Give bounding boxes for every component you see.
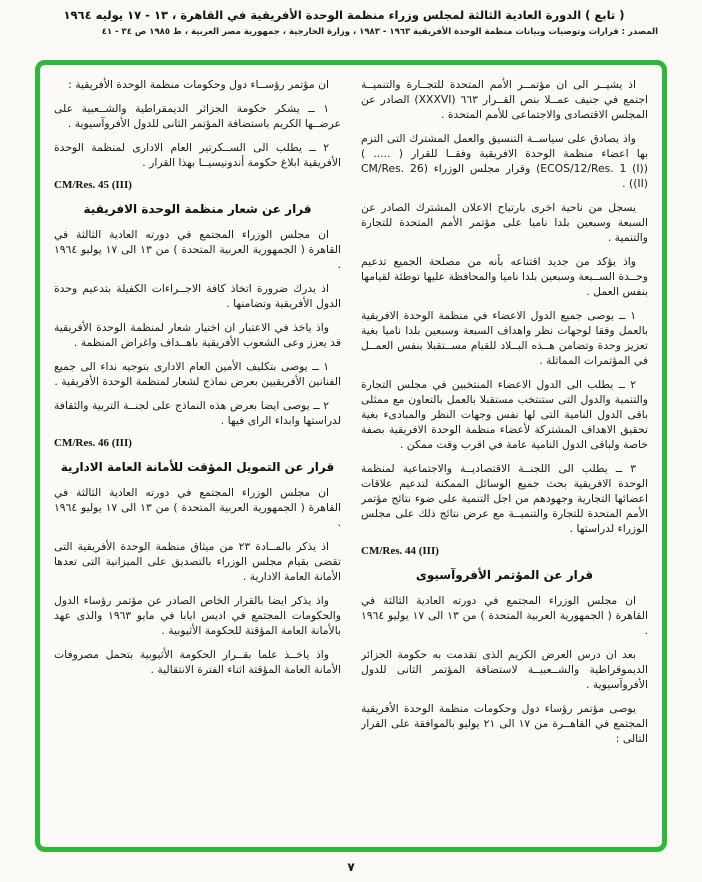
section-heading: قرار عن المؤتمر الأفروآسيوى (415, 568, 594, 582)
column-left (54, 77, 341, 837)
resolution-ref: CM/Res. 44 (III) (361, 545, 439, 557)
paragraph: ان مجلس الوزراء المجتمع في دورته العادية الثالثة في القاهرة ( الجمهورية العربية المتحدة ) من ١٣ الى ١٧ يوليو ١٩٦٤ . (54, 486, 341, 529)
paragraph: ان مؤتمر رؤســاء دول وحكومات منظمة الوحدة الأفريقية : (68, 78, 329, 91)
two-column-layout (54, 77, 648, 837)
paragraph: ان مجلس الوزراء المجتمع في دورته العادية الثالثة في القاهرة ( الجمهورية العربية المتحدة ) من ١٣ الى ١٧ يوليو ١٩٦٤ . (54, 228, 341, 271)
resolution-ref: CM/Res. 46 (III) (54, 437, 132, 449)
paragraph: ان مجلس الوزراء المجتمع في دورته العادية الثالثة في القاهرة ( الجمهورية العربية المتحدة ) من ١٣ الى ١٧ يوليو ١٩٦٤ . (361, 594, 648, 637)
paragraph: اذ يدرك ضرورة اتخاذ كافة الاجــراءات الكفيلة بتدعيم وحدة الدول الأفريقية وتضامنها . (54, 282, 341, 310)
paragraph: يسجل من ناحية اخرى بارتياح الاعلان المشترك الصادر عن السبعة وسبعين بلدا ناميا على مؤتمر الأمم المتحدة للتجارة والتنمية . (361, 201, 648, 244)
numbered-clause: ٣ ــ يطلب الى اللجنــة الاقتصاديــة والاجتماعية لمنظمة الوحدة الافريقية بحث جميع الوسائل الممكنة لتدعيم علاقات اعضائها التجارية وجهودهم من اجل التنمية على ضوء نتائج مؤتمر الأمم المتحدة للتجارة والتنميــة مع عرض نتائج ذلك على مجلس الوزراء لدراستها . (361, 462, 648, 535)
paragraph: واذ يذكر ايضا بالقرار الخاص الصادر عن مؤتمر رؤساء الدول والحكومات المجتمع في اديس ابابا في مايو ١٩٦٣ والذى عهد بالأمانة العامة المؤقتة للحكومة الأثيوبية . (54, 594, 341, 637)
numbered-clause: ١ ــ يوصى بتكليف الأمين العام الادارى بتوجيه نداء الى جميع الفنانين الأفريقيين بعرض نماذج لشعار لمنظمة الوحدة الأفريقية . (54, 360, 341, 388)
section-heading: قرار عن شعار منظمة الوحدة الافريقية (83, 202, 312, 216)
page-number: ٧ (347, 860, 355, 874)
paragraph: بعد ان درس العرض الكريم الذى تقدمت به حكومة الجزائر الديموقراطية والشــعبيــة لاستضافة المؤتمر الثانى للدول الأفروآسيوية . (361, 648, 648, 691)
paragraph: واذ ياخــذ علما بقــرار الحكومة الأثيوبية بتحمل مصروفات الأمانة العامة المؤقتة اثناء الفترة الانتقالية . (54, 648, 341, 676)
numbered-clause: ١ ــ يشكر حكومة الجزائر الديمقراطية والشــعبية على عرضــها الكريم باستضافة المؤتمر الثانى للدول الأفروآسيوية . (54, 102, 341, 130)
paragraph: واذ يؤكد من جديد اقتناعه بأنه من مصلحة الجميع تدعيم وحــدة الســبعة وسبعين بلدا ناميا والمحافظة عليها توطئة لقيامها بنفس العمل . (361, 255, 648, 298)
paragraph: يوصى مؤتمر رؤساء دول وحكومات منظمة الوحدة الأفريقية المجتمع في القاهــرة من ١٧ الى ٢١ يوليو بالموافقة على القرار التالى : (361, 702, 648, 745)
column-right (361, 77, 648, 837)
source-line: المصدر : قرارات وتوصيات وبيانات منظمة الوحدة الأفريقية ١٩٦٣ - ١٩٨٣ ، وزارة الخارجية ، جمهورية مصر العربية ، ط ١٩٨٥ ص ٣٤ - ٤١ (101, 27, 658, 37)
page-header (0, 0, 702, 37)
numbered-clause: ٢ ــ يوصى ايضا بعرض هذه النماذج على لجنــة التربية والثقافة لدراستها وابداء الراى فيها . (54, 399, 341, 427)
resolution-ref: CM/Res. 45 (III) (54, 179, 132, 191)
paragraph: واذ ياخذ في الاعتبار ان اختيار شعار لمنظمة الوحدة الأفريقية قد يعزز وعى الشعوب الأفريقية باهــداف واغراض المنظمة . (54, 321, 341, 349)
numbered-clause: ٢ ــ يطلب الى الســكرتير العام الادارى لمنظمة الوحدة الأفريقية ابلاغ حكومة أندونيسيــا بهذا القرار . (54, 141, 341, 169)
section-heading: قرار عن التمويل المؤقت للأمانة العامة الادارية (60, 460, 335, 474)
paragraph: اذ يذكر بالمــادة ٢٣ من ميثاق منظمة الوحدة الأفريقية التى تقضى بقيام مجلس الوزراء بالتصديق على الميزانية التى تعدها الأمانة العامة الادارية . (54, 540, 341, 583)
paragraph: اذ يشيــر الى ان مؤتمــر الأمم المتحدة للتجــارة والتنميــة اجتمع في جنيف عمــلا بنص القــرار ٦٦٣ (XXXVI) الصادر عن المجلس الاقتصادى والاجتماعى للأمم المتحدة . (361, 78, 648, 121)
paragraph: واذ يصادق على سياســة التنسيق والعمل المشترك التى التزم بها اعضاء منظمة الوحدة الافريقية وفقــا للقرار ( ..... ) (ECOS/12/Res. 1 (I)) وقرار مجلس الوزراء (CM/Res. 26 (II)) . (361, 132, 648, 190)
green-content-frame (35, 60, 667, 852)
numbered-clause: ١ ــ يوصى جميع الدول الاعضاء في منظمة الوحدة الافريقية بالعمل وفقا لوجهات نظر واهداف السبعة وسبعين بلدا ناميا بغية تعزيز وحدة وتضامن هــذه البــلاد للقيام مســتقبلا بنفس العمــل في المؤتمرات المماثلة . (361, 309, 648, 367)
document-title: ( تابع ) الدورة العادية الثالثة لمجلس وزراء منظمة الوحدة الأفريقية في القاهرة ، ١٣ - ١٧ يوليه ١٩٦٤ (63, 8, 625, 22)
numbered-clause: ٢ ــ يطلب الى الدول الاعضاء المنتخبين في مجلس التجارة والتنمية والدول التى ستنتخب مستقبلا بالعمل بالتعاون مع ممثلى باقى الدول النامية التى لها نفس وجهات النظر والمبادىء بغية تحقيق الاهداف المشتركة لأعضاء منظمة الوحدة الافريقية بصفة خاصة ولباقى الدول النامية عامة في اقرب وقت ممكن . (361, 378, 648, 451)
